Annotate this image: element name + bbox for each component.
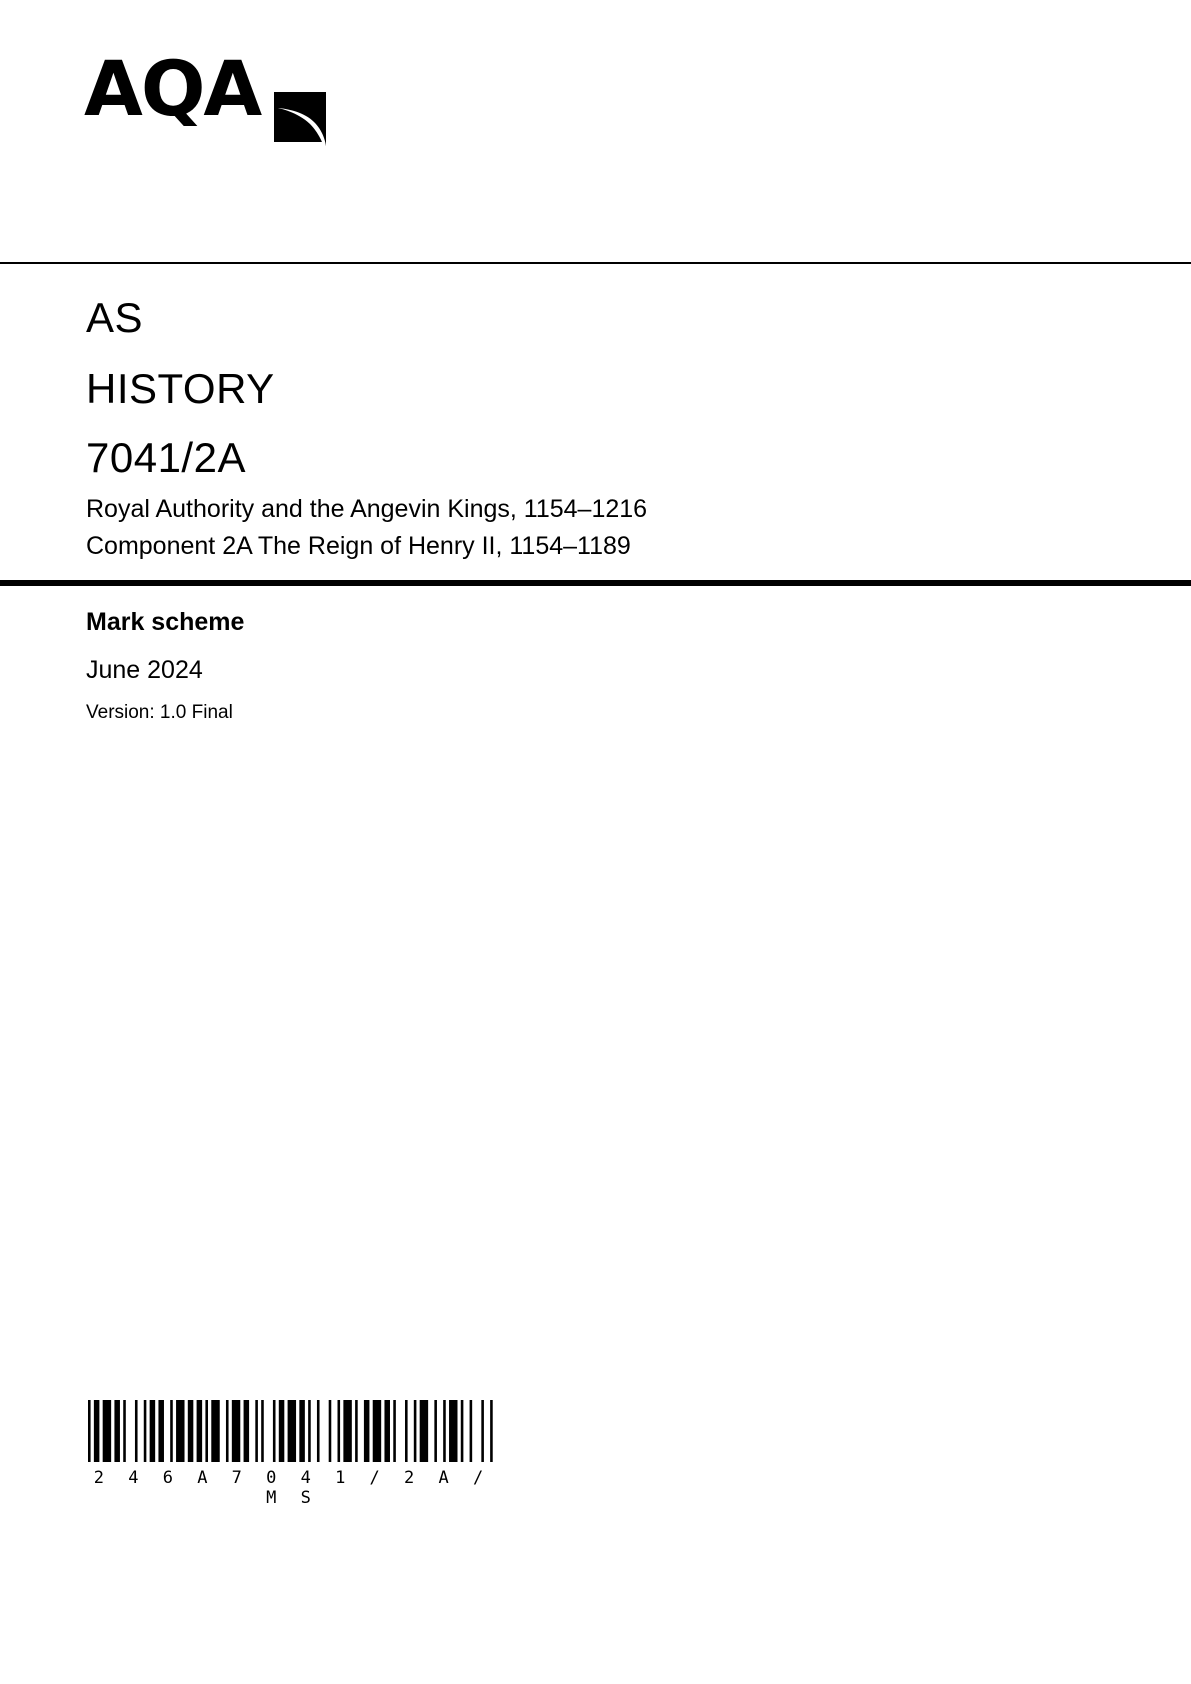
document-type: Mark scheme (86, 608, 245, 636)
document-meta (86, 604, 986, 728)
subject-title: HISTORY (86, 364, 275, 412)
barcode-value: 2 4 6 A 7 0 4 1 / 2 A / M S (93, 1468, 491, 1508)
component-title: Component 2A The Reign of Henry II, 1154–1189 (86, 531, 631, 560)
document-version: Version: 1.0 Final (86, 702, 233, 723)
divider-middle (0, 580, 1191, 586)
paper-code: 7041/2A (86, 434, 246, 481)
title-block (86, 292, 986, 564)
paper-title: Royal Authority and the Angevin Kings, 1154–1216 (86, 495, 648, 524)
barcode-bars-icon (88, 1400, 496, 1462)
exam-session: June 2024 (86, 655, 203, 684)
divider-top (0, 262, 1191, 264)
aqa-logo (84, 44, 344, 134)
aqa-leaf-icon (272, 90, 328, 148)
barcode (88, 1400, 508, 1508)
qualification-level: AS (86, 294, 144, 341)
aqa-logo-text: AQA (84, 44, 261, 133)
